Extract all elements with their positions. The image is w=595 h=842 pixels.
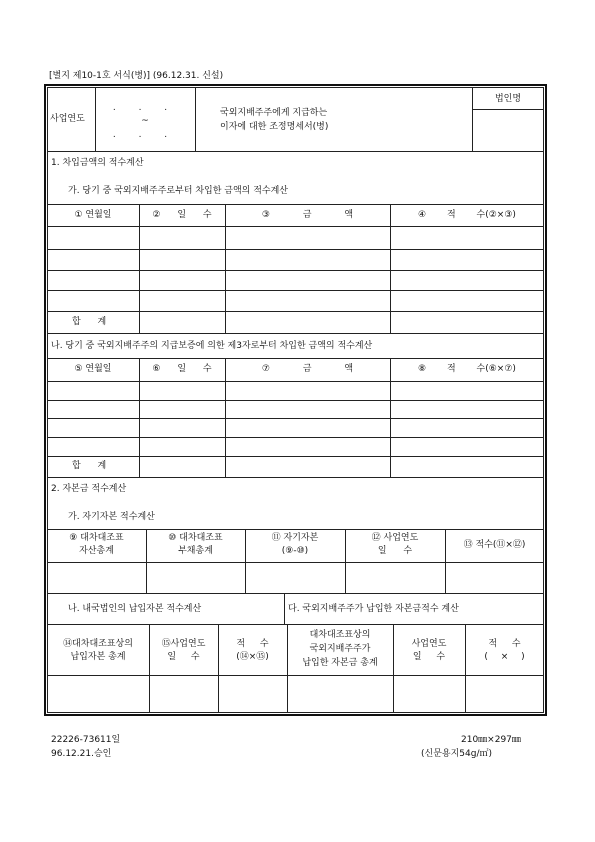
colC-header-l2: ( × ) [484,652,525,662]
colA-header-l1: 대차대조표상의 [309,630,371,640]
col12-header-l2: 일 수 [377,546,413,556]
footer-approval: 96.12.21.승인 [51,749,112,759]
colB-header-l2: 일 수 [412,652,446,662]
col9-header-l2: 자산총계 [79,546,114,556]
col9-header-l1: ⑨ 대차대조표 [69,533,124,543]
form-title-line1: 국외지배주주에게 지급하는 [220,108,328,118]
col7-amount-header: ⑦ 금 액 [261,364,354,374]
section2-da-heading: 다. 국외지배주주가 납입한 자본금적수 계산 [288,604,459,614]
col14-header-l1: ⑭대차대조표상의 [63,639,133,649]
col15-header-l2: 일 수 [167,652,200,662]
corp-name-label: 법인명 [494,94,522,104]
col10-header-l2: 부채총계 [178,546,213,556]
footer-form-code: 22226-73611일 [51,735,121,745]
col5-date-header: ⑤ 연월일 [74,364,112,374]
colC-header-l1: 적 수 [488,639,521,649]
col11-header-l1: ⑪ 자기자본 [271,533,319,543]
colA-header-l3: 납입한 자본금 총계 [302,658,378,668]
section2-heading: 2. 자본금 적수계산 [51,484,127,494]
col12-header-l1: ⑫ 사업연도 [371,533,419,543]
footer-paper-type: (신문용지54g/㎡) [421,749,492,759]
col16-header-l1: 적 수 [236,639,269,649]
section1-ga-heading: 가. 당기 중 국외지배주주로부터 차입한 금액의 적수계산 [68,186,288,196]
col14-header-l2: 납입자본 총계 [70,652,126,662]
date-tilde: ~ [141,116,149,126]
form-title-line2: 이자에 대한 조정명세서(병) [220,122,329,132]
corp-name-field[interactable] [473,110,543,150]
col11-header-l2: (⑨-⑩) [281,546,309,556]
section1-ga-total-label: 합 계 [72,317,107,327]
colA-header-l2: 국외지배주주가 [309,644,371,654]
section1-na-heading: 나. 당기 중 국외지배주주의 지급보증에 의한 제3자로부터 차입한 금액의 적수계산 [51,341,373,351]
section1-na-total-label: 합 계 [72,461,107,471]
section2-ga-heading: 가. 자기자본 적수계산 [68,512,155,522]
date-dots-bottom: . . . [112,130,178,140]
col1-date-header: ① 연월일 [74,210,112,220]
footer-paper-size: 210㎜×297㎜ [461,735,521,745]
date-dots-top: . . . [112,103,178,113]
col2-days-header: ② 일 수 [152,210,212,220]
col4-product-header: ④ 적 수(②×③) [418,210,516,220]
col3-amount-header: ③ 금 액 [261,210,354,220]
col13-header: ⑬ 적수(⑪×⑫) [463,540,526,550]
colB-header-l1: 사업연도 [411,639,447,649]
form-header: [별지 제10-1호 서식(병)] (96.12.31. 신설) [49,71,224,81]
section1-heading: 1. 차입금액의 적수계산 [51,158,144,168]
col6-days-header: ⑥ 일 수 [152,364,212,374]
col15-header-l1: ⑮사업연도 [161,639,206,649]
business-year-label: 사업연도 [50,114,85,124]
section2-na-heading: 나. 내국법인의 납입자본 적수계산 [68,604,202,614]
col8-product-header: ⑧ 적 수(⑥×⑦) [418,364,516,374]
col10-header-l1: ⑩ 대차대조표 [168,533,223,543]
col16-header-l2: (⑭×⑮) [236,652,269,662]
